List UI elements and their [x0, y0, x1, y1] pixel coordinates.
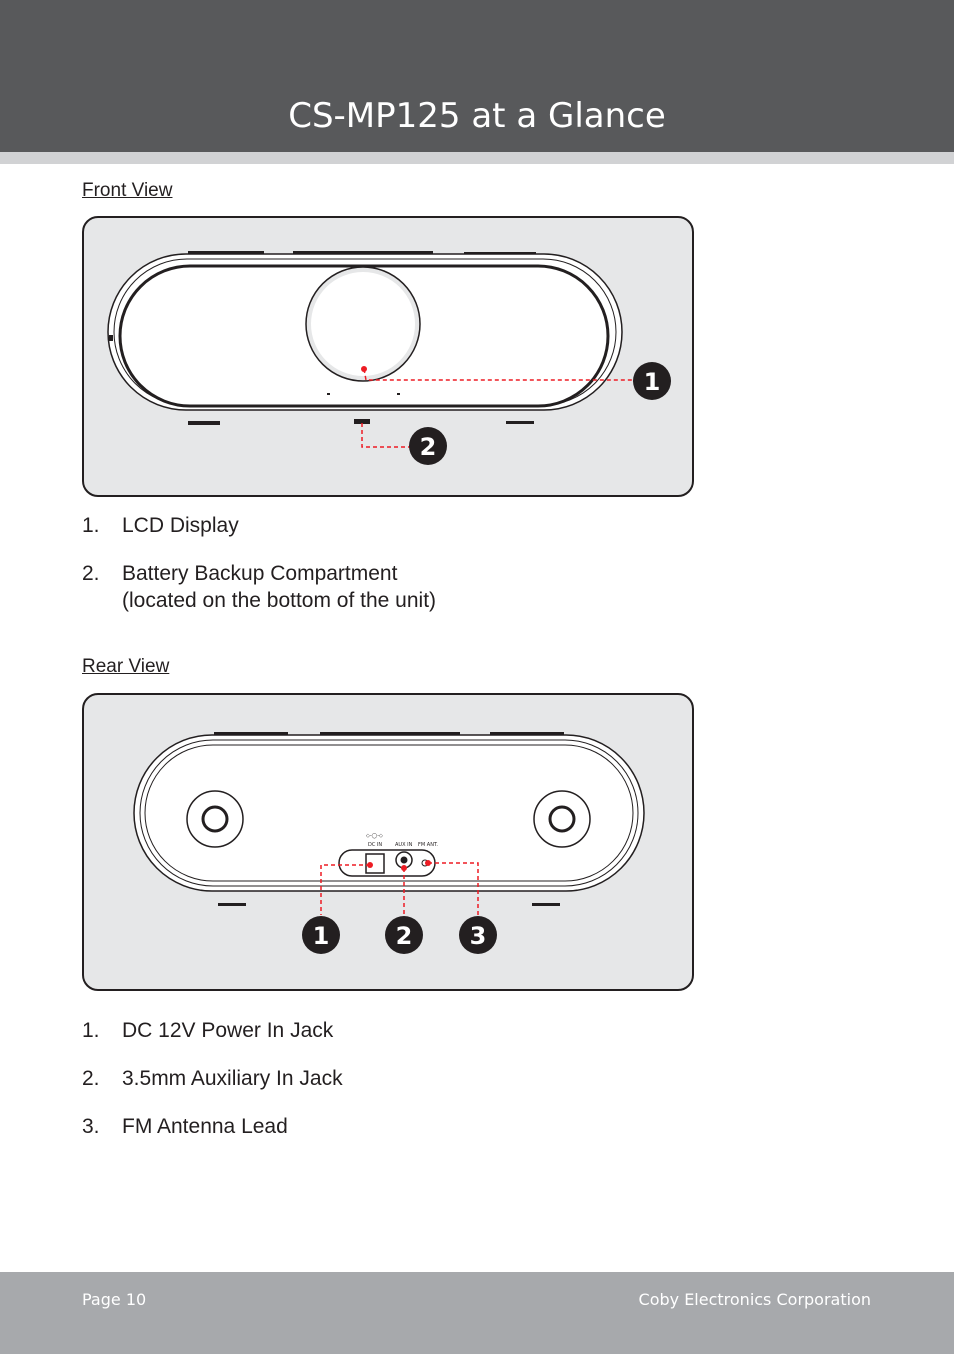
callout-label-1: 1 — [643, 368, 661, 396]
fm-ant-label: FM ANT. — [418, 842, 438, 848]
list-item-number: 2. — [82, 1067, 100, 1090]
connector-panel — [339, 850, 435, 876]
foot-left — [188, 421, 220, 425]
rear-callout-label-2: 2 — [395, 922, 413, 950]
svg-text:◇-◯-◇: ◇-◯-◇ — [366, 833, 383, 839]
list-item-text: (located on the bottom of the unit) — [122, 589, 437, 612]
list-item-text: DC 12V Power In Jack — [122, 1019, 334, 1042]
dc-in-label: DC IN — [368, 842, 383, 848]
foot-right — [506, 421, 534, 424]
front-view-illustration — [82, 216, 694, 497]
list-item-number: 1. — [82, 1019, 100, 1042]
list-item-text: 3.5mm Auxiliary In Jack — [122, 1067, 343, 1090]
header-divider — [0, 152, 954, 164]
list-item-number: 2. — [82, 562, 100, 585]
list-item-number: 3. — [82, 1115, 100, 1138]
rear-view-device-drawing — [84, 695, 696, 993]
front-view-device-drawing — [84, 218, 696, 499]
list-item-number: 1. — [82, 514, 100, 537]
callout-label-2: 2 — [419, 433, 437, 461]
rear-callout-label-3: 3 — [469, 922, 487, 950]
rear-view-heading: Rear View — [82, 656, 170, 677]
aux-in-label: AUX IN — [395, 842, 413, 848]
page-footer — [0, 1272, 954, 1354]
list-item-text: LCD Display — [122, 514, 239, 537]
page-number: Page 10 — [82, 1290, 147, 1309]
front-view-heading: Front View — [82, 180, 173, 201]
list-item-text: FM Antenna Lead — [122, 1115, 288, 1138]
rear-callout-label-1: 1 — [312, 922, 330, 950]
list-item-text: Battery Backup Compartment — [122, 562, 398, 585]
rear-view-illustration — [82, 693, 694, 991]
company-name: Coby Electronics Corporation — [638, 1290, 871, 1309]
page-title: CS-MP125 at a Glance — [288, 96, 666, 136]
lcd-display — [311, 272, 415, 376]
